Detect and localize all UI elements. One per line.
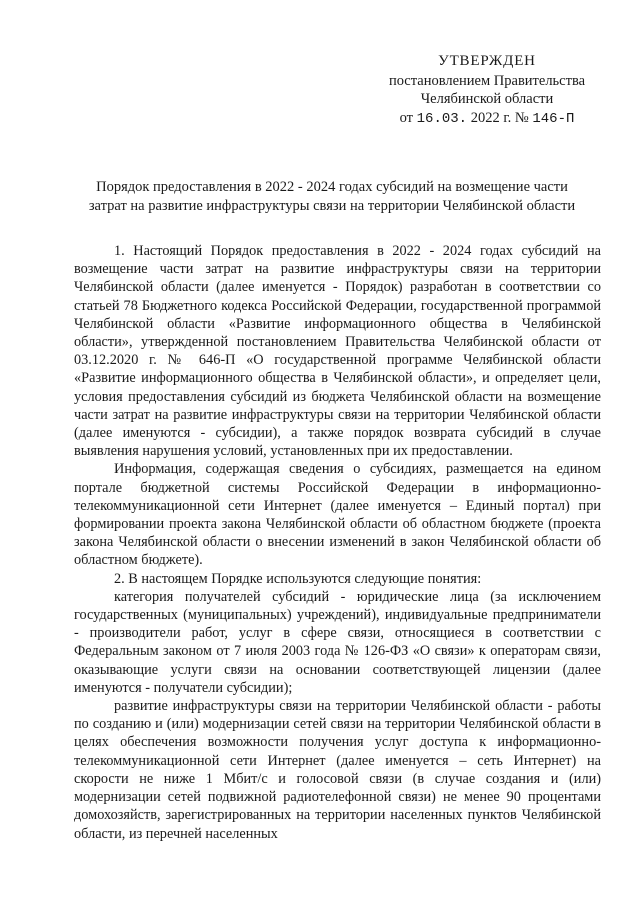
title-line-1: Порядок предоставления в 2022 - 2024 годах субсидий на возмещение части [96,179,568,195]
paragraph-3: 2. В настоящем Порядке используются следующие понятия: [114,570,482,587]
approval-date-line [372,109,602,129]
approval-date: 16.03. [416,110,468,127]
approval-number: 146-П [532,110,575,127]
approval-year: 2022 г. № [470,109,529,126]
document-title [62,178,602,215]
approval-stamp [372,52,602,128]
approval-date-prefix: от [399,109,414,126]
approval-region: Челябинской области [420,91,554,107]
approval-heading: УТВЕРЖДЕН [438,53,536,69]
paragraph-4: категория получателей субсидий - юридические лица (за исключением государственных (муниципальных) учреждений), индивидуальные предприниматели - производители работ, услуг в сфере связи, относящиеся в соответствии с Федеральным законом от 7 июля 2003 года № 126-ФЗ «О связи» к операторам связи, оказывающие услуги связи на основании соответствующей лицензии (далее именуются - получатели субсидии); [74,588,601,696]
paragraph-5: развитие инфраструктуры связи на территории Челябинской области - работы по созданию и (или) модернизации сетей связи на территории Челябинской области в целях обеспечения возможности получения услуг доступа к информационно-телекоммуникационной сети Интернет (далее именуется – сеть Интернет) на скорости не ниже 1 Мбит/с и голосовой связи (в случае создания и (или) модернизации сетей подвижной радиотелефонной связи) не менее 90 процентами домохозяйств, зарегистрированных на территории населенных пунктов Челябинской области, из перечней населенных [74,698,601,842]
title-line-2: затрат на развитие инфраструктуры связи на территории Челябинской области [88,197,576,214]
paragraph-1: 1. Настоящий Порядок предоставления в 2022 - 2024 годах субсидий на возмещение части затрат на развитие инфраструктуры связи на территории Челябинской области (далее именуется - Порядок) разработан в соответствии со статьей 78 Бюджетного кодекса Российской Федерации, государственной программой Челябинской области «Развитие информационного общества в Челябинской области», утвержденной постановлением Правительства Челябинской области от 03.12.2020 г. № 646-П «О государственной программе Челябинской области «Развитие информационного общества в Челябинской области», и определяет цели, условия предоставления субсидий из бюджета Челябинской области на возмещение части затрат на развитие инфраструктуры связи на территории Челябинской области (далее именуются - субсидии), а также порядок возврата субсидий в случае выявления нарушения условий, установленных при их предоставлении. [74,243,601,460]
paragraph-2: Информация, содержащая сведения о субсидиях, размещается на едином портале бюджетной системы Российской Федерации в информационно-телекоммуникационной сети Интернет (далее именуется – Единый портал) при формировании проекта закона Челябинской области об областном бюджете (проекта закона Челябинской области о внесении изменений в закон Челябинской области об областном бюджете). [74,461,601,569]
document-body [74,242,601,843]
approval-authority: постановлением Правительства [388,72,586,89]
